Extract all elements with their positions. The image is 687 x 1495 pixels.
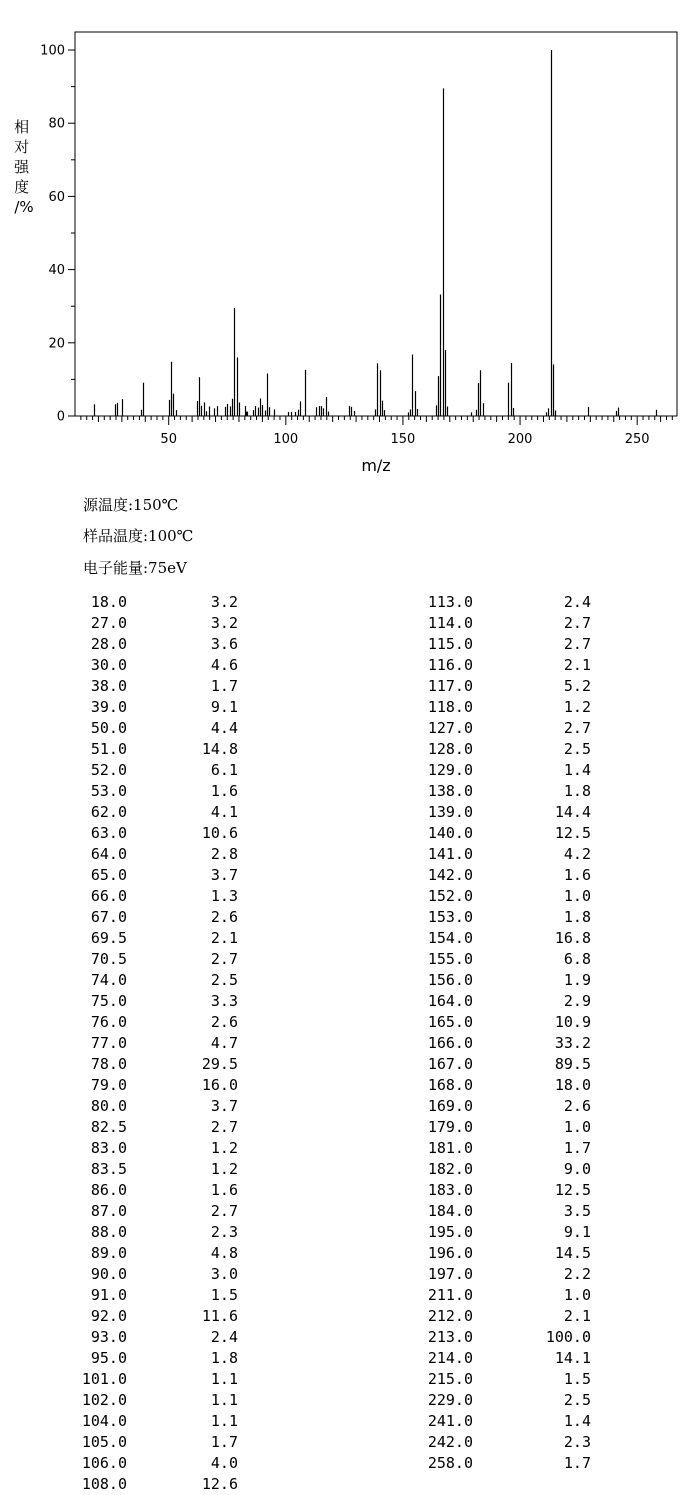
peak-intensity: 9.1	[210, 698, 238, 716]
peak-mz: 181.0	[427, 1139, 473, 1157]
peak-intensity: 1.7	[563, 1139, 591, 1157]
peak-mz: 212.0	[427, 1307, 473, 1325]
peak-mz: 213.0	[427, 1328, 473, 1346]
peak-mz: 27.0	[90, 614, 127, 632]
peak-intensity: 2.4	[210, 1328, 238, 1346]
peak-mz: 62.0	[90, 803, 127, 821]
peak-mz: 104.0	[81, 1412, 127, 1430]
peak-intensity: 2.6	[563, 1097, 591, 1115]
peak-intensity: 1.6	[563, 866, 591, 884]
peak-mz: 89.0	[90, 1244, 127, 1262]
peak-mz: 166.0	[427, 1034, 473, 1052]
peak-row	[410, 1096, 590, 1117]
peak-mz: 129.0	[427, 761, 473, 779]
peak-intensity: 1.0	[563, 1118, 591, 1136]
peak-mz: 83.0	[90, 1139, 127, 1157]
peak-mz: 95.0	[90, 1349, 127, 1367]
peak-intensity: 3.2	[210, 593, 238, 611]
peak-intensity: 1.0	[563, 887, 591, 905]
peak-row	[410, 1453, 590, 1474]
peak-intensity: 2.7	[563, 635, 591, 653]
peak-row	[410, 1012, 590, 1033]
peak-row	[70, 865, 250, 886]
peak-intensity: 2.5	[563, 740, 591, 758]
peak-intensity: 3.6	[210, 635, 238, 653]
peak-intensity: 2.7	[210, 950, 238, 968]
peak-row	[70, 802, 250, 823]
peak-row	[410, 1201, 590, 1222]
peak-row	[70, 1348, 250, 1369]
y-axis-label-char-4: 度	[14, 178, 30, 196]
peak-mz: 53.0	[90, 782, 127, 800]
peak-row	[70, 1327, 250, 1348]
peak-mz: 74.0	[90, 971, 127, 989]
peak-mz: 142.0	[427, 866, 473, 884]
peak-intensity: 6.8	[563, 950, 591, 968]
peak-table-left	[70, 592, 250, 1495]
peak-row	[70, 844, 250, 865]
x-tick-label: 250	[624, 432, 650, 447]
peak-mz: 115.0	[427, 635, 473, 653]
peak-mz: 105.0	[81, 1433, 127, 1451]
peak-row	[410, 1138, 590, 1159]
peak-intensity: 2.7	[210, 1202, 238, 1220]
peak-mz: 127.0	[427, 719, 473, 737]
peak-intensity: 2.1	[210, 929, 238, 947]
peak-intensity: 2.7	[563, 614, 591, 632]
peak-row	[70, 970, 250, 991]
peak-mz: 182.0	[427, 1160, 473, 1178]
sample-temperature: 样品温度:100℃	[83, 527, 194, 545]
peak-mz: 92.0	[90, 1307, 127, 1325]
peak-row	[70, 1306, 250, 1327]
peak-mz: 128.0	[427, 740, 473, 758]
peak-mz: 113.0	[427, 593, 473, 611]
peak-intensity: 2.3	[563, 1433, 591, 1451]
peak-row	[410, 1222, 590, 1243]
peak-row	[410, 592, 590, 613]
peak-mz: 75.0	[90, 992, 127, 1010]
peak-mz: 80.0	[90, 1097, 127, 1115]
peak-row	[70, 1012, 250, 1033]
peak-intensity: 4.6	[210, 656, 238, 674]
peak-mz: 169.0	[427, 1097, 473, 1115]
peak-intensity: 2.7	[210, 1118, 238, 1136]
peak-intensity: 4.2	[563, 845, 591, 863]
peak-mz: 215.0	[427, 1370, 473, 1388]
peak-mz: 139.0	[427, 803, 473, 821]
peak-row	[70, 613, 250, 634]
peak-mz: 30.0	[90, 656, 127, 674]
peak-row	[70, 1264, 250, 1285]
peak-row	[410, 655, 590, 676]
peak-row	[70, 991, 250, 1012]
peak-intensity: 2.8	[210, 845, 238, 863]
peak-intensity: 4.4	[210, 719, 238, 737]
peak-mz: 156.0	[427, 971, 473, 989]
peak-mz: 117.0	[427, 677, 473, 695]
peak-mz: 18.0	[90, 593, 127, 611]
peak-row	[70, 907, 250, 928]
peak-intensity: 4.1	[210, 803, 238, 821]
peak-row	[70, 1117, 250, 1138]
peak-row	[410, 1033, 590, 1054]
peak-row	[70, 781, 250, 802]
peak-row	[70, 1096, 250, 1117]
peak-mz: 108.0	[81, 1475, 127, 1493]
peak-mz: 83.5	[90, 1160, 127, 1178]
peak-row	[70, 1159, 250, 1180]
peak-row	[410, 1264, 590, 1285]
peak-intensity: 4.7	[210, 1034, 238, 1052]
peak-intensity: 1.5	[563, 1370, 591, 1388]
peak-row	[410, 1159, 590, 1180]
peak-intensity: 18.0	[554, 1076, 591, 1094]
peak-intensity: 89.5	[554, 1055, 591, 1073]
peak-mz: 38.0	[90, 677, 127, 695]
peak-intensity: 10.9	[554, 1013, 591, 1031]
peak-mz: 140.0	[427, 824, 473, 842]
peak-mz: 152.0	[427, 887, 473, 905]
peak-intensity: 1.9	[563, 971, 591, 989]
peak-mz: 118.0	[427, 698, 473, 716]
peak-row	[70, 1474, 250, 1495]
peak-row	[410, 1054, 590, 1075]
peak-row	[410, 844, 590, 865]
peak-row	[70, 634, 250, 655]
peak-row	[70, 1222, 250, 1243]
peak-intensity: 2.6	[210, 1013, 238, 1031]
peak-mz: 88.0	[90, 1223, 127, 1241]
peak-mz: 66.0	[90, 887, 127, 905]
peak-mz: 79.0	[90, 1076, 127, 1094]
peak-intensity: 9.0	[563, 1160, 591, 1178]
peak-mz: 51.0	[90, 740, 127, 758]
peak-row	[410, 613, 590, 634]
peak-intensity: 29.5	[201, 1055, 238, 1073]
peak-row	[410, 1075, 590, 1096]
peak-intensity: 1.2	[210, 1160, 238, 1178]
peak-row	[410, 1411, 590, 1432]
mass-spectrum-chart	[0, 0, 687, 480]
peak-row	[70, 1453, 250, 1474]
peak-intensity: 1.7	[210, 677, 238, 695]
peak-mz: 214.0	[427, 1349, 473, 1367]
peak-row	[410, 1306, 590, 1327]
peak-table-right	[410, 592, 590, 1474]
y-tick-label: 0	[56, 409, 65, 425]
peak-row	[70, 823, 250, 844]
x-major-ticks	[160, 416, 649, 447]
peak-mz: 114.0	[427, 614, 473, 632]
peak-intensity: 1.8	[210, 1349, 238, 1367]
peak-mz: 77.0	[90, 1034, 127, 1052]
peak-intensity: 2.1	[563, 656, 591, 674]
peak-intensity: 11.6	[201, 1307, 238, 1325]
peak-intensity: 16.8	[554, 929, 591, 947]
peak-row	[410, 991, 590, 1012]
peak-mz: 101.0	[81, 1370, 127, 1388]
peak-intensity: 12.5	[554, 1181, 591, 1199]
peak-row	[70, 1138, 250, 1159]
peak-row	[70, 718, 250, 739]
peak-intensity: 2.5	[563, 1391, 591, 1409]
peak-mz: 63.0	[90, 824, 127, 842]
peak-mz: 211.0	[427, 1286, 473, 1304]
peak-row	[70, 1432, 250, 1453]
peak-intensity: 2.6	[210, 908, 238, 926]
peak-intensity: 1.4	[563, 761, 591, 779]
peak-row	[70, 1369, 250, 1390]
plot-frame	[75, 32, 677, 416]
peak-row	[410, 781, 590, 802]
peak-intensity: 3.5	[563, 1202, 591, 1220]
peak-row	[410, 865, 590, 886]
peak-row	[70, 1201, 250, 1222]
peak-mz: 179.0	[427, 1118, 473, 1136]
peak-intensity: 1.7	[563, 1454, 591, 1472]
peak-mz: 90.0	[90, 1265, 127, 1283]
peak-intensity: 100.0	[545, 1328, 591, 1346]
peak-row	[410, 634, 590, 655]
peak-intensity: 10.6	[201, 824, 238, 842]
peak-row	[70, 592, 250, 613]
peak-row	[70, 739, 250, 760]
y-tick-label: 80	[48, 116, 65, 132]
peak-intensity: 1.3	[210, 887, 238, 905]
peak-intensity: 1.2	[210, 1139, 238, 1157]
peak-row	[70, 928, 250, 949]
peak-mz: 50.0	[90, 719, 127, 737]
peak-row	[410, 1348, 590, 1369]
x-tick-label: 50	[160, 432, 177, 447]
x-minor-ticks	[81, 416, 672, 422]
peak-row	[70, 1075, 250, 1096]
peak-intensity: 4.0	[210, 1454, 238, 1472]
peak-intensity: 1.1	[210, 1391, 238, 1409]
peak-intensity: 1.0	[563, 1286, 591, 1304]
peak-mz: 76.0	[90, 1013, 127, 1031]
peak-intensity: 14.8	[201, 740, 238, 758]
peak-intensity: 2.1	[563, 1307, 591, 1325]
peak-row	[410, 1117, 590, 1138]
peak-row	[410, 1285, 590, 1306]
peak-row	[70, 1411, 250, 1432]
peak-mz: 168.0	[427, 1076, 473, 1094]
peak-row	[410, 1369, 590, 1390]
peak-mz: 106.0	[81, 1454, 127, 1472]
peak-row	[410, 739, 590, 760]
peak-row	[410, 970, 590, 991]
peak-mz: 69.5	[90, 929, 127, 947]
peak-intensity: 9.1	[563, 1223, 591, 1241]
x-tick-label: 150	[390, 432, 416, 447]
peak-intensity: 12.6	[201, 1475, 238, 1493]
peak-row	[410, 802, 590, 823]
electron-energy: 电子能量:75eV	[83, 559, 187, 577]
peak-intensity: 1.7	[210, 1433, 238, 1451]
y-tick-label: 40	[48, 263, 65, 279]
peak-mz: 258.0	[427, 1454, 473, 1472]
peak-mz: 229.0	[427, 1391, 473, 1409]
peak-mz: 167.0	[427, 1055, 473, 1073]
peak-mz: 52.0	[90, 761, 127, 779]
peak-intensity: 2.9	[563, 992, 591, 1010]
peak-intensity: 1.4	[563, 1412, 591, 1430]
peak-intensity: 1.8	[563, 782, 591, 800]
peak-row	[70, 697, 250, 718]
peak-row	[70, 1180, 250, 1201]
x-tick-label: 200	[507, 432, 533, 447]
peak-mz: 39.0	[90, 698, 127, 716]
peak-mz: 241.0	[427, 1412, 473, 1430]
y-axis-label	[14, 118, 34, 216]
peak-intensity: 4.8	[210, 1244, 238, 1262]
peak-intensity: 2.4	[563, 593, 591, 611]
peak-intensity: 1.2	[563, 698, 591, 716]
peak-intensity: 6.1	[210, 761, 238, 779]
peak-row	[410, 718, 590, 739]
peak-row	[410, 1243, 590, 1264]
peak-mz: 87.0	[90, 1202, 127, 1220]
peak-mz: 70.5	[90, 950, 127, 968]
peak-mz: 153.0	[427, 908, 473, 926]
peak-mz: 102.0	[81, 1391, 127, 1409]
peak-row	[70, 1054, 250, 1075]
peak-intensity: 14.4	[554, 803, 591, 821]
peak-mz: 197.0	[427, 1265, 473, 1283]
peak-row	[410, 823, 590, 844]
peak-row	[70, 1285, 250, 1306]
peak-intensity: 1.8	[563, 908, 591, 926]
peak-mz: 183.0	[427, 1181, 473, 1199]
peak-row	[410, 886, 590, 907]
peak-row	[70, 1390, 250, 1411]
peak-mz: 91.0	[90, 1286, 127, 1304]
peak-intensity: 5.2	[563, 677, 591, 695]
spectrum-bars	[95, 50, 657, 416]
peak-intensity: 1.5	[210, 1286, 238, 1304]
peak-row	[410, 1390, 590, 1411]
peak-row	[410, 1432, 590, 1453]
y-tick-label: 100	[40, 43, 65, 59]
peak-row	[70, 760, 250, 781]
y-axis-label-char-5: /%	[14, 198, 34, 216]
peak-row	[410, 949, 590, 970]
y-tick-label: 60	[48, 189, 65, 205]
peak-mz: 242.0	[427, 1433, 473, 1451]
peak-row	[70, 949, 250, 970]
peak-intensity: 3.2	[210, 614, 238, 632]
peak-intensity: 33.2	[554, 1034, 591, 1052]
peak-intensity: 2.3	[210, 1223, 238, 1241]
peak-mz: 141.0	[427, 845, 473, 863]
peak-mz: 195.0	[427, 1223, 473, 1241]
peak-mz: 93.0	[90, 1328, 127, 1346]
peak-intensity: 1.1	[210, 1370, 238, 1388]
peak-row	[410, 928, 590, 949]
peak-mz: 86.0	[90, 1181, 127, 1199]
peak-row	[70, 676, 250, 697]
peak-row	[70, 655, 250, 676]
y-tick-label: 20	[48, 336, 65, 352]
peak-row	[70, 1033, 250, 1054]
y-axis-label-char-1: 相	[14, 118, 30, 136]
peak-intensity: 16.0	[201, 1076, 238, 1094]
peak-mz: 154.0	[427, 929, 473, 947]
y-axis-label-char-3: 强	[14, 158, 30, 176]
peak-row	[410, 1327, 590, 1348]
peak-mz: 164.0	[427, 992, 473, 1010]
x-axis-label: m/z	[361, 456, 391, 475]
peak-intensity: 1.6	[210, 782, 238, 800]
peak-mz: 165.0	[427, 1013, 473, 1031]
peak-intensity: 14.5	[554, 1244, 591, 1262]
peak-mz: 155.0	[427, 950, 473, 968]
peak-row	[410, 697, 590, 718]
peak-row	[70, 1243, 250, 1264]
peak-intensity: 3.0	[210, 1265, 238, 1283]
peak-intensity: 2.5	[210, 971, 238, 989]
peak-mz: 82.5	[90, 1118, 127, 1136]
peak-mz: 196.0	[427, 1244, 473, 1262]
peak-row	[410, 1180, 590, 1201]
peak-intensity: 1.1	[210, 1412, 238, 1430]
peak-intensity: 3.7	[210, 866, 238, 884]
peak-row	[70, 886, 250, 907]
peak-intensity: 2.2	[563, 1265, 591, 1283]
peak-mz: 138.0	[427, 782, 473, 800]
peak-row	[410, 676, 590, 697]
peak-mz: 184.0	[427, 1202, 473, 1220]
peak-row	[410, 760, 590, 781]
peak-mz: 116.0	[427, 656, 473, 674]
x-tick-label: 100	[273, 432, 299, 447]
y-ticks	[40, 44, 75, 425]
peak-intensity: 3.3	[210, 992, 238, 1010]
peak-intensity: 3.7	[210, 1097, 238, 1115]
peak-intensity: 12.5	[554, 824, 591, 842]
peak-mz: 28.0	[90, 635, 127, 653]
peak-mz: 78.0	[90, 1055, 127, 1073]
peak-row	[410, 907, 590, 928]
peak-mz: 67.0	[90, 908, 127, 926]
peak-intensity: 2.7	[563, 719, 591, 737]
peak-mz: 65.0	[90, 866, 127, 884]
peak-intensity: 14.1	[554, 1349, 591, 1367]
peak-mz: 64.0	[90, 845, 127, 863]
source-temperature: 源温度:150℃	[83, 496, 179, 514]
y-axis-label-char-2: 对	[14, 138, 30, 156]
peak-intensity: 1.6	[210, 1181, 238, 1199]
